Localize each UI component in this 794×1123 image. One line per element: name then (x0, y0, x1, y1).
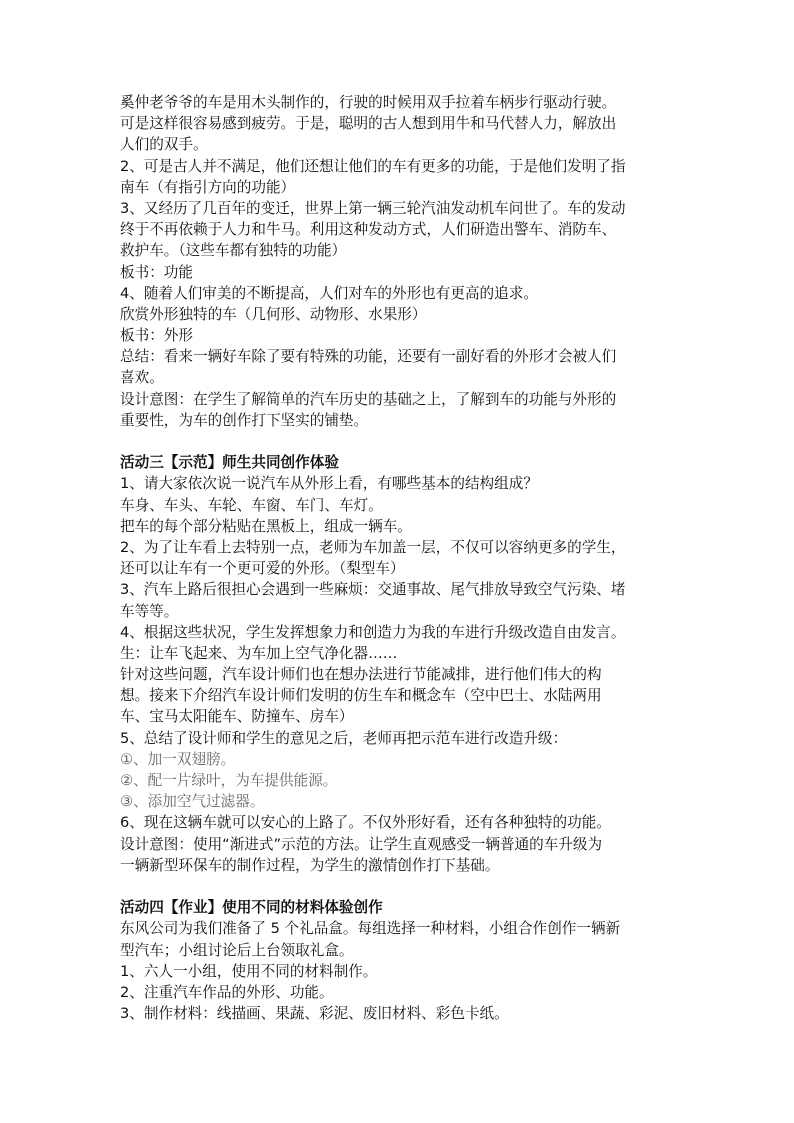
summary-line: 喜欢。 (120, 369, 164, 387)
section-spacer (120, 431, 680, 452)
board-note-function: 板书：功能 (120, 263, 193, 281)
paragraph-line: 2、可是古人并不满足，他们还想让他们的车有更多的功能，于是他们发明了指 (120, 157, 626, 175)
paragraph-line: 针对这些问题，汽车设计师们也在想办法进行节能减排，进行他们伟大的构 (120, 666, 602, 684)
document-page (120, 92, 680, 1024)
board-note-shape: 板书：外形 (120, 327, 193, 345)
paragraph-line: 可是这样很容易感到疲劳。于是，聪明的古人想到用牛和马代替人力，解放出 (120, 115, 617, 133)
paragraph-line: 车、宝马太阳能车、防撞车、房车） (120, 708, 354, 726)
paragraph-line: 3、汽车上路后很担心会遇到一些麻烦：交通事故、尾气排放导致空气污染、堵 (120, 581, 626, 599)
paragraph-line: 南车（有指引方向的功能） (120, 178, 296, 196)
design-intent-line: 一辆新型环保车的制作过程，为学生的激情创作打下基础。 (120, 856, 500, 874)
paragraph-line: 把车的每个部分粘贴在黑板上，组成一辆车。 (120, 517, 412, 535)
paragraph-line: 5、总结了设计师和学生的意见之后，老师再把示范车进行改造升级： (120, 729, 568, 747)
paragraph-line: 生：让车飞起来、为车加上空气净化器…… (120, 644, 398, 662)
activity-four-section (120, 897, 680, 1024)
summary-line: 总结：看来一辆好车除了要有特殊的功能，还要有一副好看的外形才会被人们 (120, 348, 617, 366)
paragraph-line: 2、注重汽车作品的外形、功能。 (120, 983, 334, 1001)
upgrade-item: ①、加一双翅膀。 (120, 750, 236, 768)
activity-four-heading: 活动四【作业】使用不同的材料体验创作 (120, 899, 383, 917)
design-intent-line: 重要性，为车的创作打下坚实的铺垫。 (120, 411, 369, 429)
paragraph-line: 型汽车；小组讨论后上台领取礼盒。 (120, 941, 354, 959)
paragraph-line: 还可以让车有一个更可爱的外形。（梨型车） (120, 560, 405, 578)
paragraph-line: 2、为了让车看上去特别一点，老师为车加盖一层，不仅可以容纳更多的学生， (120, 538, 626, 556)
section-spacer (120, 876, 680, 897)
paragraph-line: 车身、车头、车轮、车窗、车门、车灯。 (120, 496, 383, 514)
paragraph-line: 救护车。（这些车都有独特的功能） (120, 242, 347, 260)
intro-section (120, 92, 680, 431)
paragraph-line: 4、随着人们审美的不断提高，人们对车的外形也有更高的追求。 (120, 284, 538, 302)
paragraph-line: 1、六人一小组，使用不同的材料制作。 (120, 962, 378, 980)
paragraph-line: 1、请大家依次说一说汽车从外形上看，有哪些基本的结构组成？ (120, 475, 538, 493)
design-intent-line: 设计意图：使用“渐进式”示范的方法。让学生直观感受一辆普通的车升级为 (120, 835, 603, 853)
activity-three-section (120, 452, 680, 876)
paragraph-line: 人们的双手。 (120, 136, 208, 154)
paragraph-line: 6、现在这辆车就可以安心的上路了。不仅外形好看，还有各种独特的功能。 (120, 814, 611, 832)
paragraph-line: 3、又经历了几百年的变迁，世界上第一辆三轮汽油发动机车问世了。车的发动 (120, 199, 626, 217)
paragraph-line: 车等等。 (120, 602, 179, 620)
paragraph-line: 想。接来下介绍汽车设计师们发明的仿生车和概念车（空中巴士、水陆两用 (120, 687, 602, 705)
paragraph-line: 3、制作材料：线描画、果蔬、彩泥、废旧材料、彩色卡纸。 (120, 1005, 509, 1023)
paragraph-line: 奚仲老爷爷的车是用木头制作的，行驶的时候用双手拉着车柄步行驱动行驶。 (120, 94, 617, 111)
design-intent-line: 设计意图：在学生了解简单的汽车历史的基础之上，了解到车的功能与外形的 (120, 390, 617, 408)
upgrade-item: ②、配一片绿叶，为车提供能源。 (120, 772, 338, 789)
upgrade-item: ③、添加空气过滤器。 (120, 793, 265, 811)
paragraph-line: 终于不再依赖于人力和牛马。利用这种发动方式，人们研造出警车、消防车、 (120, 221, 617, 239)
paragraph-line: 欣赏外形独特的车（几何形、动物形、水果形） (120, 305, 427, 323)
paragraph-line: 4、根据这些状况，学生发挥想象力和创造力为我的车进行升级改造自由发言。 (120, 623, 626, 641)
paragraph-line: 东风公司为我们准备了 5 个礼品盒。每组选择一种材料，小组合作创作一辆新 (120, 920, 621, 938)
activity-three-heading: 活动三【示范】师生共同创作体验 (120, 454, 339, 472)
